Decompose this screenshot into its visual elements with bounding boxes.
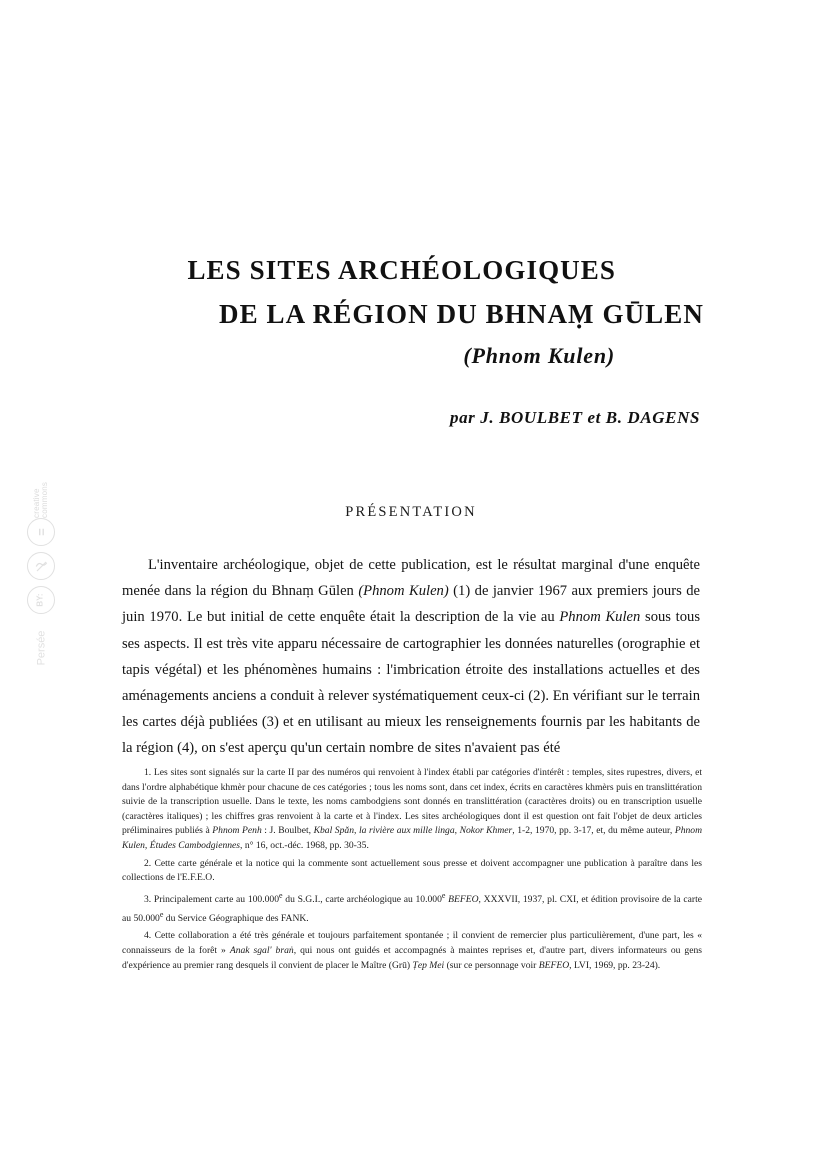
footnote-text: : J. Boulbet, bbox=[261, 825, 314, 837]
footnote-italic: Anak sgal' braṅ bbox=[229, 944, 294, 956]
footnote-text: Principalement carte au 100.000 bbox=[153, 893, 279, 905]
body-content bbox=[122, 552, 700, 762]
body-italic-phnom-kulen-2: Phnom Kulen bbox=[559, 609, 641, 626]
footnote-text: du S.G.I., carte archéologique au 10.000 bbox=[282, 893, 442, 905]
body-text-segment: L'inventaire archéologique, objet de cette publication, est le résultat marginal d'une enquête menée dans la région du Bhnaṃ Gūlen bbox=[122, 557, 700, 600]
author-byline bbox=[112, 408, 712, 428]
footnote-italic: Phnom Penh bbox=[212, 825, 262, 837]
footnote-italic: Kbal Spǎn, la rivière aux mille linga bbox=[313, 825, 455, 837]
footnote-number: 2. bbox=[144, 857, 152, 869]
body-paragraph-1 bbox=[122, 552, 700, 762]
footnote-number: 1. bbox=[144, 767, 152, 778]
footnote-superscript: e bbox=[441, 890, 446, 900]
footnote-superscript: e bbox=[159, 909, 164, 919]
footnote-number: 4. bbox=[144, 930, 152, 942]
footnote-text: , n° 16, oct.-déc. 1968, pp. 30-35. bbox=[240, 839, 369, 851]
footnote-3 bbox=[122, 889, 702, 927]
footnotes-block bbox=[122, 766, 702, 976]
footnote-text: , bbox=[454, 825, 460, 837]
creative-commons-line1: creative bbox=[31, 488, 41, 518]
cc-by-glyph: BY: bbox=[36, 593, 45, 607]
footnote-superscript: e bbox=[279, 890, 283, 900]
creative-commons-label bbox=[30, 464, 52, 518]
footnote-text: du Service Géographique des FANK. bbox=[163, 912, 309, 924]
footnote-text: , LVI, 1969, pp. 23-24). bbox=[569, 959, 661, 971]
persee-provider-label: Persée bbox=[34, 630, 47, 666]
cc-no-derivatives-icon bbox=[27, 518, 55, 546]
footnote-italic: Phnom Kulen, Études Cambodgiennes bbox=[122, 825, 703, 851]
footnote-1 bbox=[122, 766, 702, 854]
persee-creative-commons-watermark bbox=[18, 480, 64, 680]
footnote-text: Cette collaboration a été très générale et toujours parfaitement spontanée ; il convient de remercier plus particulièrement, d'une part, les « connaisseurs de la forêt » bbox=[122, 930, 702, 956]
footnote-italic: BEFEO bbox=[448, 893, 479, 905]
footnote-text: , 1-2, 1970, pp. 3-17, et, du même auteur, bbox=[512, 825, 675, 837]
body-italic-phnom-kulen-1: (Phnom Kulen) bbox=[358, 583, 449, 600]
byline-prefix: par bbox=[449, 408, 476, 427]
author-name-2: B. DAGENS bbox=[605, 408, 700, 427]
footnote-italic: Ṭep Mei bbox=[412, 959, 445, 971]
footnote-number: 3. bbox=[144, 893, 152, 905]
author-name-1: J. BOULBET bbox=[480, 408, 583, 427]
page-subtitle: (Phnom Kulen) bbox=[463, 343, 615, 368]
page-title-line-1: LES SITES ARCHÉOLOGIQUES bbox=[187, 255, 616, 285]
article-title-block bbox=[112, 248, 712, 428]
footnote-text: , qui nous ont guidés et accompagnés à maintes reprises et, d'autre part, divers informateurs ou gens d'expérience au premier rang desquels il convient de placer le Maître (Grū) bbox=[122, 944, 702, 971]
footnote-text: Cette carte générale et la notice qui la commente sont actuellement sous presse et doivent accompagner une publication à paraître dans les collections de l'E.F.E.O. bbox=[122, 857, 702, 884]
byline-conjunction: et bbox=[587, 408, 601, 427]
footnote-italic: Nokor Khmer bbox=[459, 825, 513, 837]
footnote-text: (sur ce personnage voir bbox=[444, 959, 539, 971]
footnote-italic: BEFEO bbox=[538, 959, 570, 971]
footnote-2 bbox=[122, 857, 702, 886]
footnote-4 bbox=[122, 929, 702, 973]
footnote-text: , XXXVII, 1937, pl. CXI, et édition provisoire de la carte au 50.000 bbox=[122, 893, 702, 924]
body-text-segment: (1) de janvier 1967 aux premiers jours de juin 1970. Le but initial de cette enquête était la description de la vie au bbox=[122, 583, 700, 626]
cc-attribution-icon bbox=[27, 586, 55, 614]
page-title-line-2: DE LA RÉGION DU BHNAṂ GŪLEN bbox=[219, 299, 704, 329]
creative-commons-line2: commons bbox=[40, 481, 49, 518]
section-heading-presentation: PRÉSENTATION bbox=[345, 504, 477, 520]
cc-nd-glyph: = bbox=[33, 528, 49, 536]
footnote-text: Les sites sont signalés sur la carte II par des numéros qui renvoient à l'index établi par catégories d'intérêt : temples, sites rupestres, divers, et dans l'ordre alphabétique khmèr pour chacune de ces catégories ; tous les noms sont, dans cet index, écrits en caractères khmèrs puis en translittération suivie de la transcription usuelle. Dans le texte, les noms cambodgiens sont donnés en translittération (caractères droits) ou en transcription usuelle (caractères italiques) ; les chiffres gras renvoient à la carte et à l'index. Les sites archéologiques dont il est question ont fait l'objet de deux articles préliminaires publiés à bbox=[122, 767, 702, 837]
body-text-segment: sous tous ses aspects. Il est très vite apparu nécessaire de cartographier les données naturelles (orographie et tapis végétal) et les phénomènes humains : l'imbrication étroite des installations actuelles et des aménagements anciens a conduit à relever systématiquement ceux-ci (2). En vérifiant sur le terrain les cartes déjà publiées (3) et en utilisant au mieux les renseignements fournis par les habitants de la région (4), on s'est aperçu qu'un certain nombre de sites n'avaient pas été bbox=[122, 609, 701, 757]
cc-noncommercial-icon bbox=[27, 552, 55, 580]
